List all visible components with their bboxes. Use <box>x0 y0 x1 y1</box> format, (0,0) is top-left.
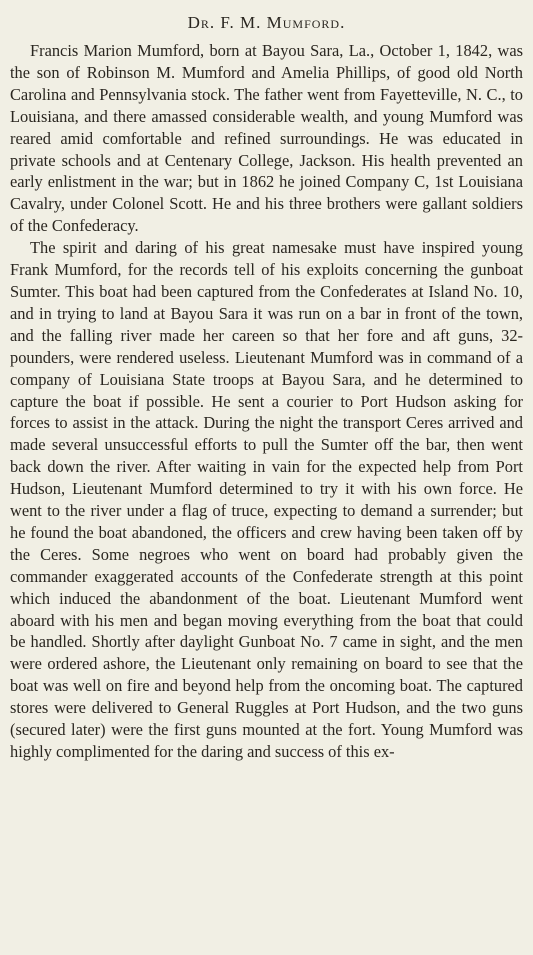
paragraph-1: Francis Marion Mumford, born at Bayou Sara, La., October 1, 1842, was the son of Robinson M. Mumford and Amelia Phillips, of good old North Carolina and Pennsylvania stock. The father went from Fayetteville, N. C., to Louisiana, and there amassed considerable wealth, and young Mumford was reared amid comfortable and refined surroundings. He was educated in private schools and at Centenary College, Jackson. His health prevented an early enlistment in the war; but in 1862 he joined Company C, 1st Louisiana Cavalry, under Colonel Scott. He and his three brothers were gallant soldiers of the Confederacy. <box>10 41 523 236</box>
body-text <box>10 40 523 763</box>
paragraph-2: The spirit and daring of his great namesake must have inspired young Frank Mumford, for the records tell of his exploits concerning the gunboat Sumter. This boat had been captured from the Confederates at Island No. 10, and in trying to land at Bayou Sara it was run on a bar in front of the town, and the falling river made her careen so that her fore and aft guns, 32-pounders, were rendered useless. Lieutenant Mumford was in command of a company of Louisiana State troops at Bayou Sara, and he determined to capture the boat if possible. He sent a courier to Port Hudson asking for forces to assist in the attack. During the night the transport Ceres arrived and made several unsuccessful efforts to pull the Sumter off the bar, then went back down the river. After waiting in vain for the expected help from Port Hudson, Lieutenant Mumford determined to try it with his own force. He went to the river under a flag of truce, expecting to demand a surrender; but he found the boat abandoned, the officers and crew having been taken off by the Ceres. Some negroes who went on board had probably given the commander exaggerated accounts of the Confederate strength at this point which induced the abandonment of the boat. Lieutenant Mumford went aboard with his men and began moving everything from the boat that could be handled. Shortly after daylight Gunboat No. 7 came in sight, and the men were ordered ashore, the Lieutenant only remaining on board to see that the boat was well on fire and beyond help from the oncoming boat. The captured stores were delivered to General Ruggles at Port Hudson, and the two guns (secured later) were the first guns mounted at the fort. Young Mumford was highly complimented for the daring and success of this ex- <box>10 238 523 761</box>
page-header: Dr. F. M. Mumford. <box>187 13 346 32</box>
